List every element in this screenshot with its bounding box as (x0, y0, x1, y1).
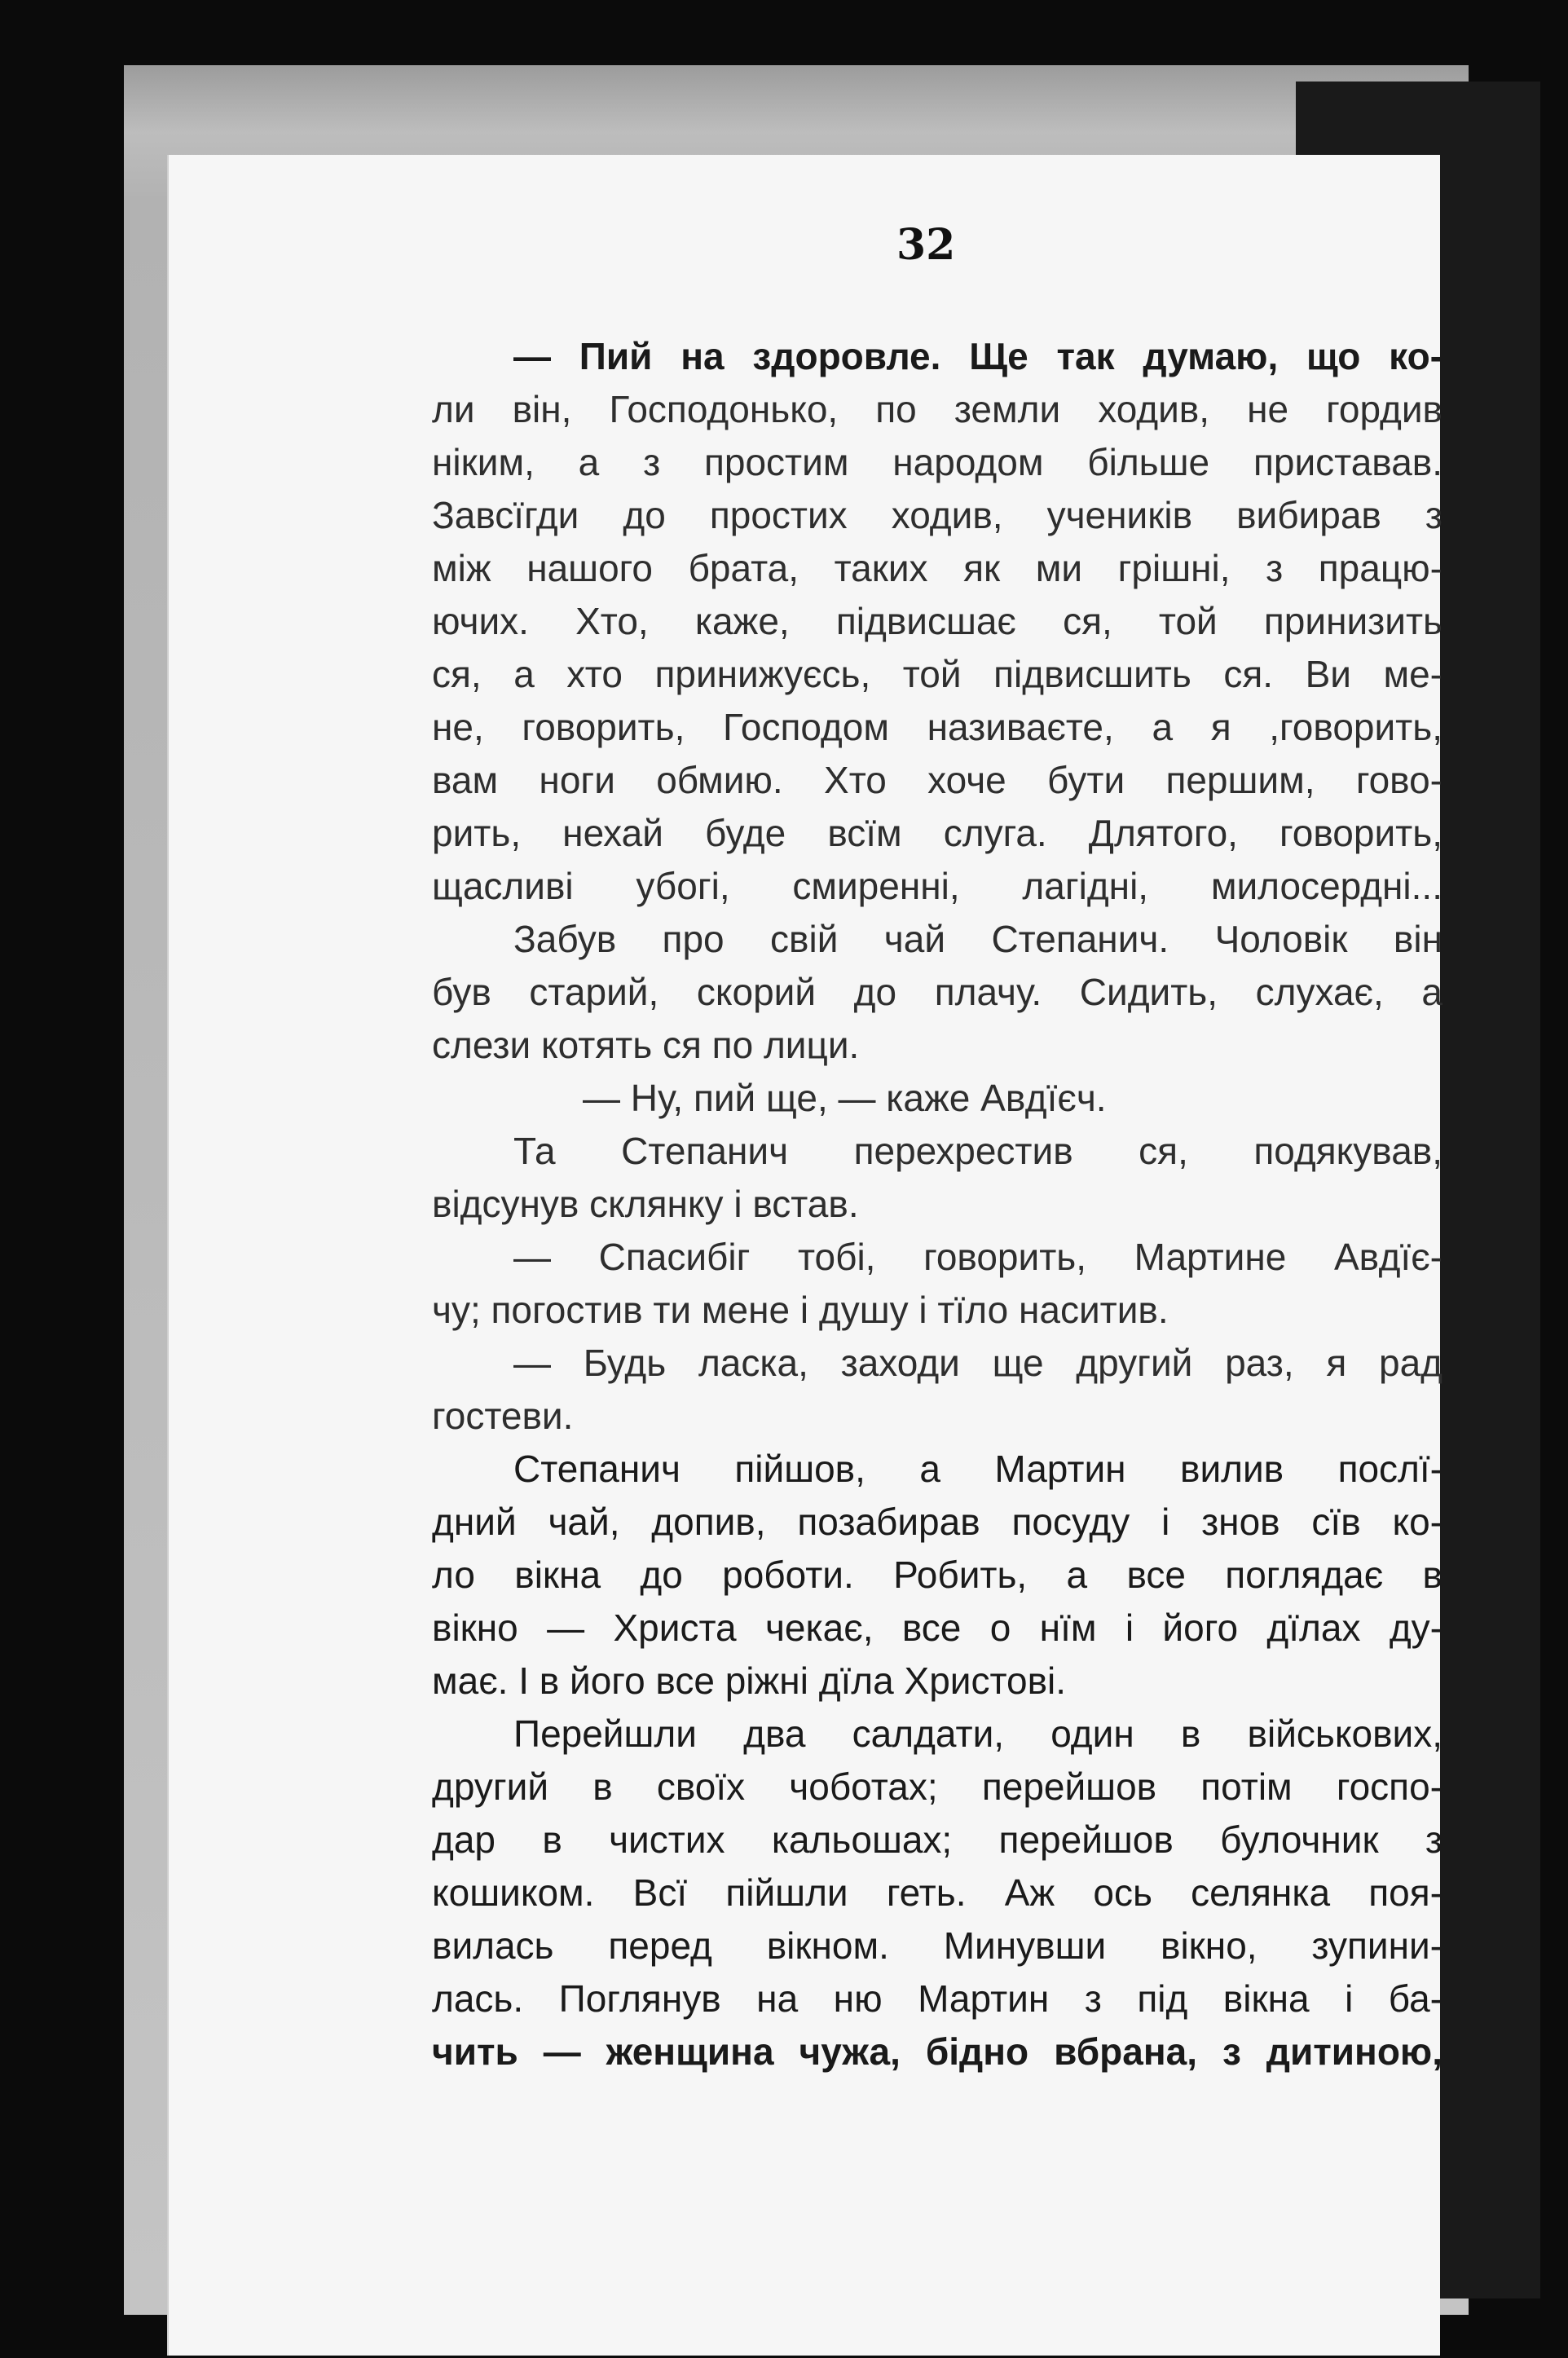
text-line: ло вікна до роботи. Робить, а все поглядає в (432, 1554, 1442, 1596)
text-line: лась. Поглянув на ню Мартин з під вікна і ба- (432, 1977, 1442, 2020)
text-line: вам ноги обмию. Хто хоче бути першим, гово- (432, 759, 1442, 801)
text-line: рить, нехай буде всїм слуга. Длятого, говорить, (432, 812, 1442, 854)
text-line: Степанич пійшов, а Мартин вилив послї- (513, 1448, 1442, 1490)
text-line: — Ну, пий ще, — каже Авдїєч. (583, 1077, 1107, 1119)
text-line: дар в чистих кальошах; перейшов булочник з (432, 1818, 1442, 1861)
text-line: дний чай, допив, позабирав посуду і знов сїв ко- (432, 1501, 1442, 1543)
text-line: Забув про свій чай Степанич. Чоловік він (513, 918, 1442, 960)
text-line: ся, а хто принижуєсь, той підвисшить ся. Ви ме- (432, 653, 1442, 695)
text-line: ли він, Господонько, по земли ходив, не гордив (432, 388, 1442, 430)
text-line: — Пий на здоровле. Ще так думаю, що ко- (513, 335, 1442, 377)
text-line: чить — женщина чужа, бідно вбрана, з дитиною, (432, 2030, 1442, 2073)
text-line: — Спасибіг тобі, говорить, Мартине Авдїє- (513, 1236, 1442, 1278)
text-line: другий в своїх чоботах; перейшов потім госпо- (432, 1765, 1442, 1808)
text-line: Завсїгди до простих ходив, учеників вибирав з (432, 494, 1442, 536)
text-line: Та Степанич перехрестив ся, подякував, (513, 1130, 1442, 1172)
text-line: — Будь ласка, заходи ще другий раз, я рад (513, 1342, 1442, 1384)
text-line: гостеви. (432, 1395, 574, 1437)
text-line: щасливі убогі, смиренні, лагідні, милосердні... (432, 865, 1442, 907)
text-line: слези котять ся по лици. (432, 1024, 860, 1066)
text-line: кошиком. Всї пійшли геть. Аж ось селянка поя- (432, 1871, 1442, 1914)
text-line: не, говорить, Господом називаєте, а я ,говорить, (432, 706, 1442, 748)
page-number: 32 (896, 220, 956, 270)
text-line: був старий, скорий до плачу. Сидить, слухає, а (432, 971, 1442, 1013)
text-line: Перейшли два салдати, один в військових, (513, 1712, 1442, 1755)
text-line: ніким, а з простим народом більше приставав. (432, 441, 1442, 483)
text-line: вилась перед вікном. Минувши вікно, зупини- (432, 1924, 1442, 1967)
text-line: між нашого брата, таких як ми грішні, з працю- (432, 547, 1442, 589)
body-text (432, 330, 1442, 2078)
text-line: має. І в його все ріжні дїла Христові. (432, 1659, 1067, 1702)
text-line: відсунув склянку і встав. (432, 1183, 859, 1225)
text-line: вікно — Христа чекає, все о нїм і його дїлах ду- (432, 1607, 1442, 1649)
text-line: ючих. Хто, каже, підвисшає ся, той принизить (432, 600, 1442, 642)
text-line: чу; погостив ти мене і душу і тїло наситив. (432, 1289, 1169, 1331)
